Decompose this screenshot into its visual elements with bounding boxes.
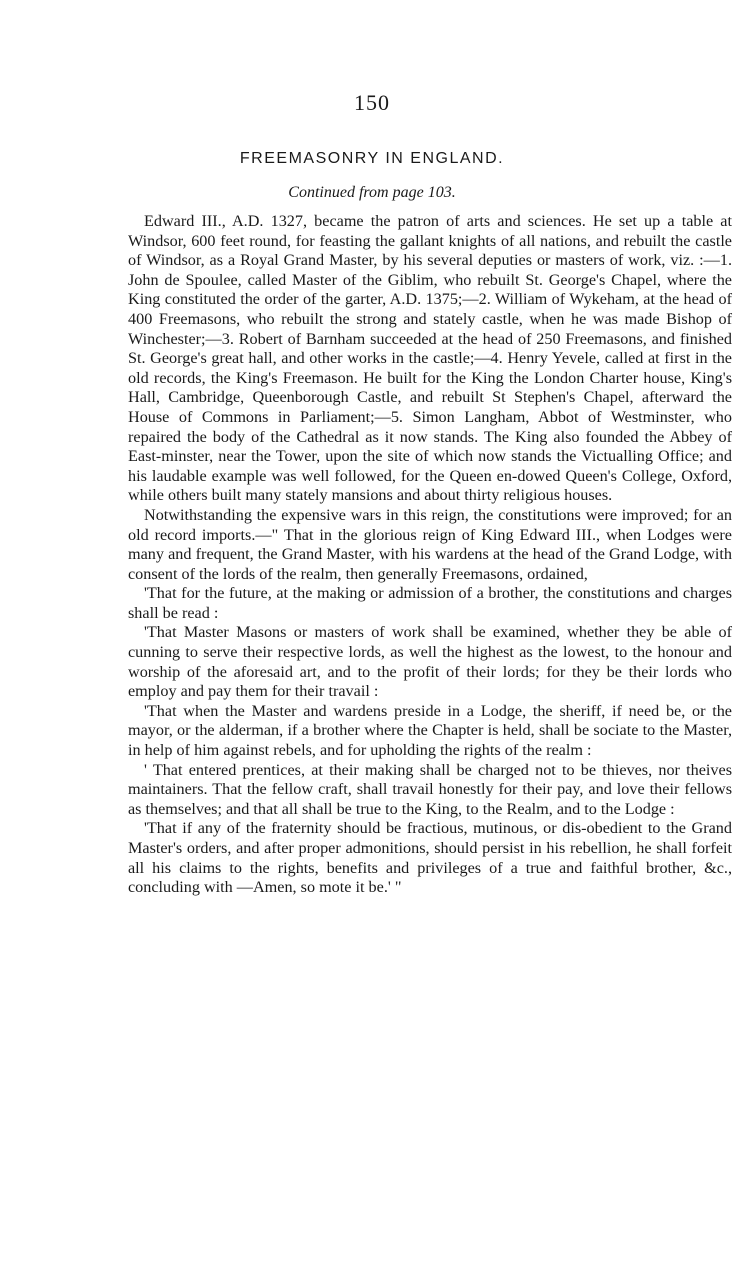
paragraph-charge-sheriff: 'That when the Master and wardens preside in a Lodge, the sheriff, if need be, or the mayor, or the alderman, if a brother where the Chapter is held, shall be sociate to the Master, in help of him against rebels, and for upholding the rights of the realm : xyxy=(128,701,732,760)
continued-note: Continued from page 103. xyxy=(288,184,456,201)
paragraph-charge-admission: 'That for the future, at the making or admission of a brother, the constitutions and charges shall be read : xyxy=(128,584,732,622)
article-body xyxy=(128,212,732,898)
paragraph-charge-prentices: ' That entered prentices, at their making shall be charged not to be thieves, nor theives maintainers. That the fellow craft, shall travail honestly for their pay, and love their fellows as themselves; and that all shall be true to the King, to the Realm, and to the Lodge : xyxy=(128,760,732,818)
paragraph-charge-fraternity: 'That if any of the fraternity should be fractious, mutinous, or dis-obedient to the Grand Master's orders, and after proper admonitions, should persist in his rebellion, he shall forfeit all his claims to the rights, benefits and privileges of a true and faithful brother, &c., concluding with —Amen, so mote it be.' " xyxy=(128,819,732,897)
paragraph-edward-iii: Edward III., A.D. 1327, became the patron of arts and sciences. He set up a table at Windsor, 600 feet round, for feasting the gallant knights of all nations, and rebuilt the castle of Windsor, as a Royal Grand Master, by his several deputies or masters of work, viz. :—1. John de Spoulee, called Master of the Giblim, who rebuilt St. George's Chapel, where the King constituted the order of the garter, A.D. 1375;—2. William of Wykeham, at the head of 400 Freemasons, who rebuilt the strong and stately castle, when he was made Bishop of Winchester;—3. Robert of Barnham succeeded at the head of 250 Freemasons, and finished St. George's great hall, and other works in the castle;—4. Henry Yevele, called at first in the old records, the King's Freemason. He built for the King the London Charter house, King's Hall, Cambridge, Queenborough Castle, and rebuilt St Stephen's Chapel, afterward the House of Commons in Parliament;—5. Simon Langham, Abbot of Westminster, who repaired the body of the Cathedral as it now stands. The King also founded the Abbey of East-minster, near the Tower, upon the site of which now stands the Victualling Office; and his laudable example was well followed, for the Queen en-dowed Queen's College, Oxford, while others built many stately mansions and about thirty religious houses. xyxy=(128,212,732,505)
paragraph-constitutions: Notwithstanding the expensive wars in this reign, the constitutions were improved; for an old record imports.—" That in the glorious reign of King Edward III., when Lodges were many and frequent, the Grand Master, with his wardens at the head of the Grand Lodge, with consent of the lords of the realm, then generally Freemasons, ordained, xyxy=(128,505,732,583)
paragraph-charge-master-masons: 'That Master Masons or masters of work shall be examined, whether they be able of cunning to serve their respective lords, as well the highest as the lowest, to the honour and worship of the aforesaid art, and to the profit of their lords; for they be their lords who employ and pay them for their travail : xyxy=(128,623,732,701)
page-number: 150 xyxy=(354,90,390,115)
article-title: FREEMASONRY IN ENGLAND. xyxy=(239,150,505,167)
